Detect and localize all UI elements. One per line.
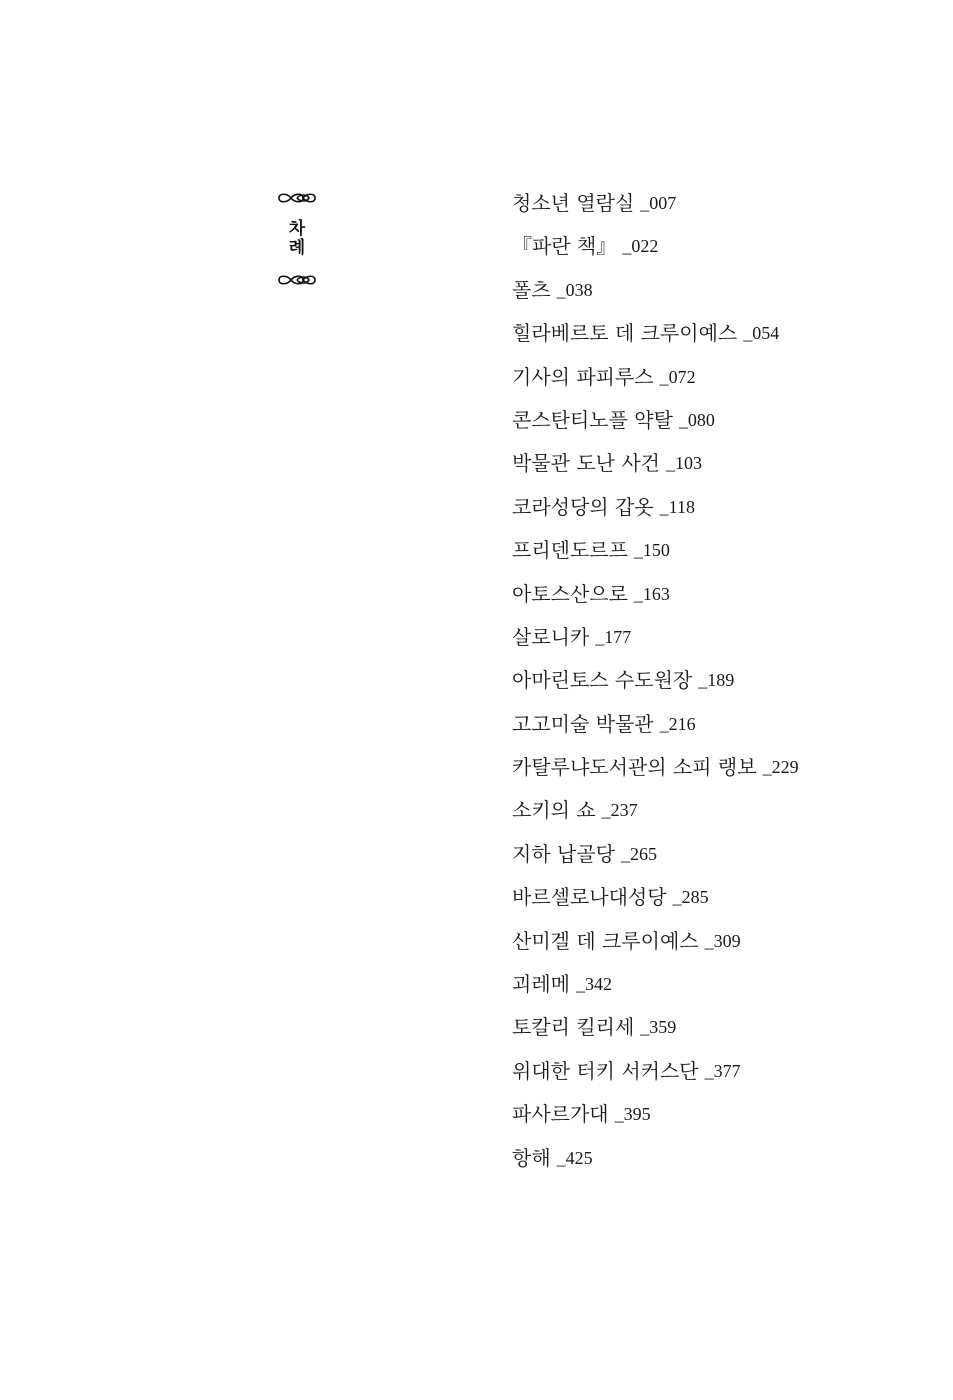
toc-entry bbox=[512, 1058, 799, 1101]
toc-entry-page: _237 bbox=[601, 800, 638, 821]
toc-entry bbox=[512, 450, 799, 493]
toc-entry-title: 프리덴도르프 bbox=[512, 538, 628, 563]
toc-entry-page: _189 bbox=[698, 670, 735, 691]
toc-entry-title: 코라성당의 갑옷 bbox=[512, 494, 654, 519]
toc-entry-title: 청소년 열람실 bbox=[512, 191, 635, 215]
toc-entry-page: _150 bbox=[633, 540, 670, 561]
toc-entry-page: _285 bbox=[672, 887, 709, 908]
toc-entry-page: _080 bbox=[678, 409, 715, 430]
toc-entry bbox=[512, 667, 799, 710]
toc-entry-title: 폴츠 bbox=[512, 277, 551, 302]
toc-entry-title: 아토스산으로 bbox=[512, 581, 628, 606]
toc-entry-title: 기사의 파피루스 bbox=[512, 364, 654, 389]
toc-entry-title: 산미겔 데 크루이예스 bbox=[512, 928, 699, 953]
toc-entry bbox=[512, 1145, 799, 1188]
toc-entry-title: 지하 납골당 bbox=[512, 841, 615, 866]
toc-entry-page: _342 bbox=[575, 974, 612, 995]
toc-entry bbox=[512, 797, 799, 840]
toc-entry-page: _377 bbox=[704, 1060, 741, 1081]
toc-entry-page: _309 bbox=[704, 930, 741, 951]
toc-entry bbox=[512, 277, 799, 320]
toc-entry bbox=[512, 928, 799, 971]
toc-entry-title: 토칼리 킬리세 bbox=[512, 1015, 635, 1040]
toc-entry bbox=[512, 494, 799, 537]
toc-entry bbox=[512, 190, 799, 233]
ornament-bottom-icon bbox=[277, 272, 317, 288]
toc-entry-title: 살로니카 bbox=[512, 624, 590, 649]
toc-entry bbox=[512, 1014, 799, 1057]
toc-entry-page: _103 bbox=[665, 453, 702, 474]
toc-entry-page: _054 bbox=[743, 323, 780, 344]
toc-heading-text bbox=[289, 220, 305, 258]
toc-entry-title: 『파란 책』 bbox=[512, 234, 617, 259]
toc-entry-title: 콘스탄티노플 약탈 bbox=[512, 407, 673, 432]
toc-entry-page: _007 bbox=[640, 193, 677, 213]
toc-entry-page: _177 bbox=[595, 626, 632, 647]
toc-entry bbox=[512, 364, 799, 407]
toc-entry-page: _359 bbox=[640, 1017, 677, 1038]
toc-entry-title: 아마린토스 수도원장 bbox=[512, 668, 693, 693]
toc-entry-page: _216 bbox=[659, 713, 696, 734]
toc-entry-title: 고고미술 박물관 bbox=[512, 711, 654, 736]
toc-entry-page: _072 bbox=[659, 366, 696, 387]
toc-list bbox=[512, 190, 799, 1188]
toc-heading bbox=[276, 190, 318, 288]
toc-entry bbox=[512, 320, 799, 363]
toc-entry-title: 위대한 터키 서커스단 bbox=[512, 1058, 699, 1083]
toc-entry-page: _425 bbox=[556, 1147, 593, 1168]
toc-entry bbox=[512, 624, 799, 667]
toc-entry bbox=[512, 233, 799, 276]
toc-entry-page: _163 bbox=[633, 583, 670, 604]
toc-entry-title: 소키의 쇼 bbox=[512, 798, 596, 823]
toc-entry-title: 항해 bbox=[512, 1145, 551, 1170]
toc-entry-title: 괴레메 bbox=[512, 972, 570, 997]
toc-entry bbox=[512, 754, 799, 797]
ornament-top-icon bbox=[277, 190, 317, 206]
toc-entry bbox=[512, 581, 799, 624]
toc-entry bbox=[512, 971, 799, 1014]
toc-entry-page: _395 bbox=[614, 1104, 651, 1125]
toc-entry-page: _118 bbox=[659, 496, 695, 517]
toc-entry-title: 힐라베르토 데 크루이예스 bbox=[512, 321, 738, 346]
toc-heading-char-1: 차 bbox=[288, 219, 306, 239]
toc-entry bbox=[512, 1101, 799, 1144]
toc-entry bbox=[512, 841, 799, 884]
toc-entry bbox=[512, 884, 799, 927]
toc-entry-title: 카탈루냐도서관의 소피 랭보 bbox=[512, 755, 757, 780]
toc-heading-char-2: 례 bbox=[288, 238, 306, 258]
toc-entry-title: 박물관 도난 사건 bbox=[512, 451, 660, 476]
toc-entry bbox=[512, 711, 799, 754]
toc-entry-title: 파사르가대 bbox=[512, 1102, 609, 1127]
toc-entry bbox=[512, 407, 799, 450]
toc-entry bbox=[512, 537, 799, 580]
toc-entry-page: _022 bbox=[622, 236, 659, 257]
toc-entry-title: 바르셀로나대성당 bbox=[512, 885, 667, 910]
toc-entry-page: _265 bbox=[620, 843, 657, 864]
toc-entry-page: _229 bbox=[762, 757, 799, 778]
toc-entry-page: _038 bbox=[556, 279, 593, 300]
